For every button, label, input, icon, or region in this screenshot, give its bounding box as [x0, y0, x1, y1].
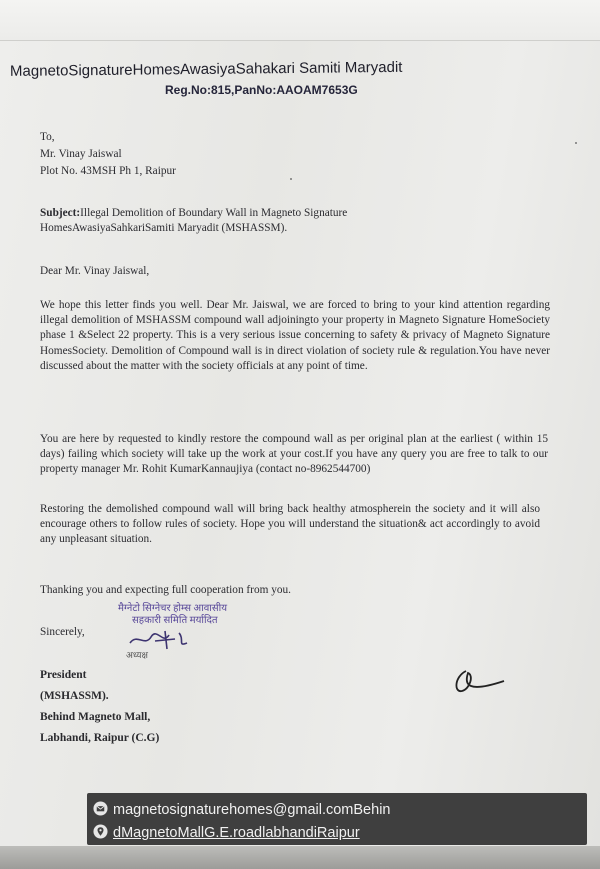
recipient-block — [40, 130, 555, 182]
paragraph-3: Restoring the demolished compound wall will bring back healthy atmospherein the society and it will also encourage others to follow rules of society. Hope you will understand the situation& act accordingly to avoid any unpleasant situation. — [40, 503, 540, 546]
letterhead-org-name: MagnetoSignatureHomesAwasiyaSahakari Samiti Maryadit — [9, 58, 403, 80]
paragraph-2: You are here by requested to kindly restore the compound wall as per original plan at the earliest ( within 15 days) failing which society will take up the work at your cost.If you have any query you are free to talk to our property manager Mr. Rohit KumarKannaujiya (contact no-8962544700) — [40, 433, 548, 476]
stamp-line-2: सहकारी समिति मर्यादित — [132, 615, 218, 626]
signatory-address-1: Behind Magneto Mall, — [40, 711, 151, 723]
closing-thanks: Thanking you and expecting full cooperation from you. — [40, 584, 291, 596]
subject-line — [40, 206, 420, 236]
paper-speck — [290, 178, 292, 180]
location-pin-icon — [93, 824, 108, 839]
stamp-line-3: अध्यक्ष — [126, 650, 148, 660]
recipient-to: To, — [40, 131, 55, 143]
mail-icon — [93, 801, 108, 816]
paragraph-1: We hope this letter finds you well. Dear Mr. Jaiswal, we are forced to bring to your kind attention regarding illegal demolition of MSHASSM compound wall adjoiningto your property in Magneto Signature HomeSociety phase 1 &Select 22 property. This is a very serious issue concerning to safety & privacy of Magneto Signature HomesSociety. Demolition of Compound wall is in direct violation of society rule & regulation.You have never discussed about the matter with the society officials at any point of time. — [40, 299, 550, 372]
footer-address-line — [93, 824, 360, 841]
footer-email: magnetosignaturehomes@gmail.comBehin — [113, 802, 391, 818]
paper-speck — [575, 142, 577, 144]
signatory-address-2: Labhandi, Raipur (C.G) — [40, 732, 160, 744]
subject-text: Illegal Demolition of Boundary Wall in Magneto Signature HomesAwasiyaSahkariSamiti Maryadit (MSHASSM). — [40, 207, 348, 235]
paper-top-edge — [0, 0, 600, 41]
letterhead-registration: Reg.No:815,PanNo:AAOAM7653G — [165, 83, 358, 97]
salutation: Dear Mr. Vinay Jaiswal, — [40, 265, 150, 277]
paper-bottom-shadow — [0, 846, 600, 869]
recipient-address: Plot No. 43MSH Ph 1, Raipur — [40, 165, 176, 178]
stamp-line-1: मैग्नेटो सिग्नेचर होम्स आवासीय — [118, 603, 228, 614]
footer-email-line — [93, 801, 390, 818]
president-signature — [125, 625, 205, 655]
signatory-org: (MSHASSM). — [40, 690, 109, 702]
receiver-signature — [448, 665, 508, 699]
footer-address: dMagnetoMallG.E.roadlabhandiRaipur — [113, 825, 360, 841]
signatory-block — [40, 665, 159, 749]
signatory-title: President — [40, 669, 87, 681]
closing-sincerely: Sincerely, — [40, 626, 85, 638]
letter-footer — [87, 793, 587, 845]
recipient-name: Mr. Vinay Jaiswal — [40, 148, 122, 161]
subject-label: Subject: — [40, 207, 81, 219]
